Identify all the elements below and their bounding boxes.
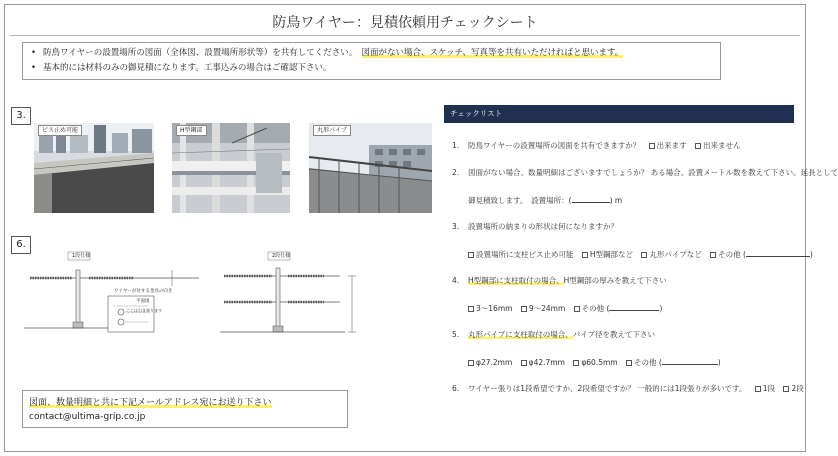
q6-option-2-checkbox[interactable] bbox=[783, 386, 789, 392]
q3-option-4-label: その他 ( bbox=[718, 250, 746, 259]
contact-instruction bbox=[29, 396, 341, 410]
photo-screw-mount bbox=[34, 123, 154, 213]
q4-option-3-checkbox[interactable] bbox=[574, 306, 580, 312]
q6-option-1-checkbox[interactable] bbox=[755, 386, 761, 392]
q1-option-1-label: 出来ます bbox=[656, 141, 687, 150]
q5-option-4-label: その他 ( bbox=[633, 358, 662, 367]
notice-text-1b: 図面がない場合、スケッチ、写真等を共有いただければと思います。 bbox=[361, 48, 624, 58]
checklist-header: チェックリスト bbox=[444, 105, 794, 123]
q4-text: H型鋼部の厚みを教えて下さい bbox=[563, 276, 667, 285]
bullet: • bbox=[31, 48, 37, 58]
q5-number: 5. bbox=[452, 330, 460, 339]
q5-text-highlight: 丸形パイプに支柱取付の場合、 bbox=[468, 330, 573, 339]
q3-other-blank[interactable] bbox=[746, 249, 810, 257]
two-row-wire-diagram bbox=[220, 240, 370, 340]
q1-option-2-label: 出来ません bbox=[703, 141, 741, 150]
q3-option-2-checkbox[interactable] bbox=[582, 252, 588, 258]
q5-option-3-checkbox[interactable] bbox=[573, 360, 579, 366]
q3-option-3-checkbox[interactable] bbox=[641, 252, 647, 258]
checklist-q6 bbox=[452, 384, 804, 394]
q3-option-3-label: 丸形パイプなど bbox=[649, 250, 702, 259]
q5-option-2-checkbox[interactable] bbox=[521, 360, 527, 366]
rooftop-photo-image bbox=[34, 123, 154, 213]
q4-option-2-checkbox[interactable] bbox=[521, 306, 527, 312]
notice-text-1a: 防鳥ワイヤーの設置場所の図面（全体図、設置場所形状等）を共有してください。 bbox=[43, 48, 353, 58]
photo-label-screw-mount: ビス止め可能 bbox=[38, 125, 82, 136]
contact-email[interactable]: contact@ultima-grip.co.jp bbox=[29, 412, 146, 422]
q3-option-2-label: H型鋼部など bbox=[589, 250, 634, 259]
photo-round-pipe bbox=[309, 123, 432, 213]
q4-text-highlight: H型鋼部に支柱取付の場合、 bbox=[468, 276, 564, 285]
q4-option-1-checkbox[interactable] bbox=[468, 306, 474, 312]
checklist-q5-options bbox=[468, 357, 721, 368]
q6-text: ワイヤー張りは1段希望ですか、2段希望ですか？ 一般的には1段張りが多いです。 bbox=[468, 384, 747, 393]
q6-option-2-label: 2段 bbox=[791, 384, 804, 393]
checklist-q5 bbox=[452, 330, 655, 340]
q4-option-2-label: 9～24mm bbox=[528, 304, 566, 313]
q3-option-4-checkbox[interactable] bbox=[710, 252, 716, 258]
contact-box bbox=[22, 390, 348, 428]
q4-number: 4. bbox=[452, 276, 460, 285]
diagram-label-double: 2段仕様 bbox=[272, 253, 291, 259]
checklist-q4-options bbox=[468, 303, 662, 314]
q4-close: ) bbox=[659, 304, 663, 313]
q1-number: 1. bbox=[452, 141, 460, 150]
q3-number: 3. bbox=[452, 222, 460, 231]
title-divider bbox=[10, 35, 800, 36]
q2-text-line2a: 御見積致します。 設置場所：( bbox=[468, 196, 572, 205]
checklist-q3-options bbox=[468, 249, 813, 260]
q4-option-3-label: その他 ( bbox=[581, 304, 610, 313]
h-beam-photo-image bbox=[172, 123, 290, 213]
diagram-note-title: ワイヤーが付する金具の向き bbox=[114, 289, 173, 294]
q3-option-1-label: 設置場所に支柱ビス止め可能 bbox=[476, 250, 574, 259]
round-pipe-photo-image bbox=[309, 123, 432, 213]
q1-option-1-checkbox[interactable] bbox=[649, 143, 655, 149]
q1-option-2-checkbox[interactable] bbox=[695, 143, 701, 149]
q6-number: 6. bbox=[452, 384, 460, 393]
q2-number: 2. bbox=[452, 168, 460, 177]
photo-label-h-beam: H型鋼部 bbox=[176, 125, 207, 136]
q5-option-2-label: φ42.7mm bbox=[528, 358, 565, 367]
q5-close: ) bbox=[717, 358, 721, 367]
q5-text: パイプ径を教えて下さい bbox=[572, 330, 656, 339]
checklist-q4 bbox=[452, 276, 667, 286]
photo-h-beam bbox=[172, 123, 290, 213]
diagram-single-row bbox=[24, 240, 214, 340]
q4-option-1-label: 3～16mm bbox=[476, 304, 513, 313]
notice-box bbox=[22, 42, 721, 80]
q5-other-blank[interactable] bbox=[662, 357, 718, 365]
page-title: 防鳥ワイヤー：見積依頼用チェックシート bbox=[272, 15, 538, 31]
q5-option-3-label: φ60.5mm bbox=[581, 358, 618, 367]
photo-label-round-pipe: 丸形パイプ bbox=[313, 125, 351, 136]
diagram-two-row bbox=[220, 240, 370, 340]
q3-close: ) bbox=[809, 250, 813, 259]
q5-option-1-label: φ27.2mm bbox=[476, 358, 513, 367]
q2-length-blank[interactable] bbox=[572, 195, 610, 203]
checklist-q2-line2 bbox=[468, 195, 622, 206]
notice-text-2: 基本的には材料のみの御見積になります。工事込みの場合はご確認下さい。 bbox=[43, 63, 332, 73]
checklist-q1 bbox=[452, 141, 741, 151]
q2-text-line2b: ) m bbox=[609, 196, 623, 205]
checklist-q3 bbox=[452, 222, 618, 232]
contact-instruction-text: 図面、数量明細と共に下記メールアドレス宛にお送り下さい bbox=[29, 398, 272, 408]
q3-text: 設置場所の納まりの形状は何になりますか？ bbox=[468, 222, 618, 231]
q5-option-4-checkbox[interactable] bbox=[626, 360, 632, 366]
q1-text: 防鳥ワイヤーの設置場所の図面を共有できますか？ bbox=[468, 141, 641, 150]
section-6-label: 6. bbox=[11, 236, 31, 254]
q2-text-line1: 図面がない場合、数量明細はございますでしょうか？ ある場合、設置メートル数を教えて下さい。延長として bbox=[468, 168, 838, 177]
bullet: • bbox=[31, 63, 37, 73]
q4-other-blank[interactable] bbox=[609, 303, 659, 311]
diagram-label-single: 1段仕様 bbox=[72, 253, 91, 259]
diagram-note-side: 平面図 bbox=[136, 299, 150, 304]
q5-option-1-checkbox[interactable] bbox=[468, 360, 474, 366]
diagram-note-text: ここは引き張ります bbox=[126, 308, 162, 313]
notice-line-1 bbox=[31, 46, 712, 61]
section-3-label: 3. bbox=[11, 107, 31, 125]
checklist-q2 bbox=[452, 168, 838, 178]
notice-line-2 bbox=[31, 61, 712, 76]
q3-option-1-checkbox[interactable] bbox=[468, 252, 474, 258]
q6-option-1-label: 1段 bbox=[762, 384, 776, 393]
